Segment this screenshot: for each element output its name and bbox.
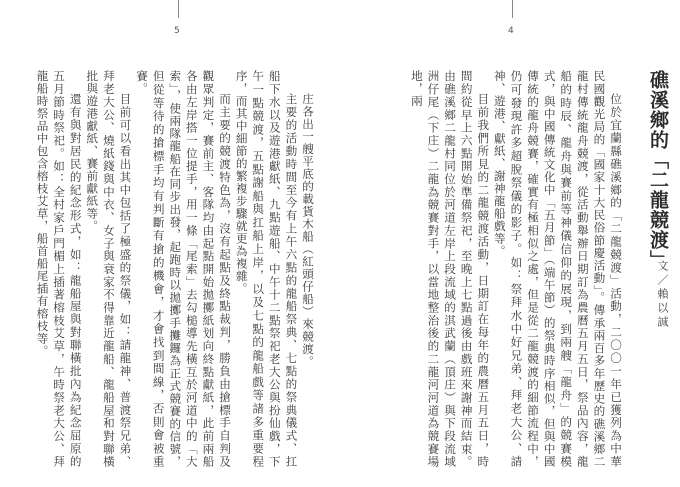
- article-author: 文／賴以誠: [656, 260, 669, 330]
- body-text: [35, 70, 316, 468]
- page-number: 5: [174, 26, 180, 36]
- paragraph: 位於宜蘭縣礁溪鄉的「二龍競渡」活動，二〇〇一年已獲列為中華民國觀光局的「國家十大民俗節慶活動」。傳承兩百多年歷史的礁溪鄉二龍村傳統龍舟競渡，從活動舉辦日期訂為農曆五月五日，祭品內容，龍船的時辰、龍舟與賽前等神儀信仰的展現，到兩艘「龍舟」的競賽模式，與中國傳統文化中「五月節」（端午節）的祭典時序相似，但與中國傳統的龍舟競賽，確實有極相似之處，但是從二龍競渡的細節流程中，仍可發現許多超脫祭儀的影子。如：祭拜水中好兄弟、拜老大公、請神、遊港、獻紙、謝神龍船戲等。: [492, 70, 623, 468]
- paragraph: 還有與對居民的紀念形式，如：龍船屋與對聯橫批內為紀念屈原的五月節時祭祀。如：全村家戶門楣上插著榕枝艾草，午時祭老大公、拜龍船時祭品中包含榕枝艾草，船首船尾插有榕枝等。: [35, 70, 83, 468]
- page-edge-line: [512, 0, 513, 18]
- paragraph: 主要的活動時間至今有上午六點的龍船祭典、七點的祭典儀式、扛船下水以及遊港獻紙、九點遊船、中午十二點祭祀老大公與扮仙戲，下午一點競渡，五點謝船與扛船上岸，以及七點的龍船戲等諸多重要程序，而其中細節的繁複步驟就更為複雜。: [234, 70, 299, 468]
- paragraph: 目前我們所見的二龍競渡活動，日期訂在每年的農曆五月五日，時間約從早上六點開始準備祭祀，至晚上七點過後由戲班來謝神而結束。由礁溪鄉二龍村同位於河道左岸上段流域的淇武蘭（頂庄）與下段流域洲仔尾（下庄）二龍為競賽對手，以當地整治後的二龍河河道為競賽場地，兩: [409, 70, 491, 468]
- article-title: 礁溪鄉的「二龍競渡」: [647, 70, 669, 270]
- page-edge-line: [178, 0, 179, 18]
- right-page: [340, 0, 680, 487]
- paragraph: 目前可以看出其中包括了極盛的祭儀，如：請龍神、普渡祭兄弟、拜老大公、燒紙錢與中衣、女子與衰家不得靠近龍船、龍船屋和對聯橫批與遊港獻紙、賽前獻紙等。: [85, 70, 133, 468]
- body-text: [386, 70, 624, 468]
- page-number: 4: [508, 26, 514, 36]
- paragraph: 而主要的競渡特色為，沒有起點及終點裁判，勝負由搶標手自判及觀眾判定，賽前主、客隊均由起點開始拋擲紙划向終點獻紙，此前兩船各由左岸搭一位提手，用一條「尾索」去勾槌導先橫互於河道中的「大索」，使兩隊龍船在同步出發，起跑時以拋擲手攤鑼為正式競賽的信號，但從等待的搶標手均有判斷有搶的機會，才會找到間線，否則會被重賽。: [135, 70, 233, 468]
- paragraph: 庄各出一艘平底的載貨木船（紅頭仔船）來競渡。: [301, 93, 315, 369]
